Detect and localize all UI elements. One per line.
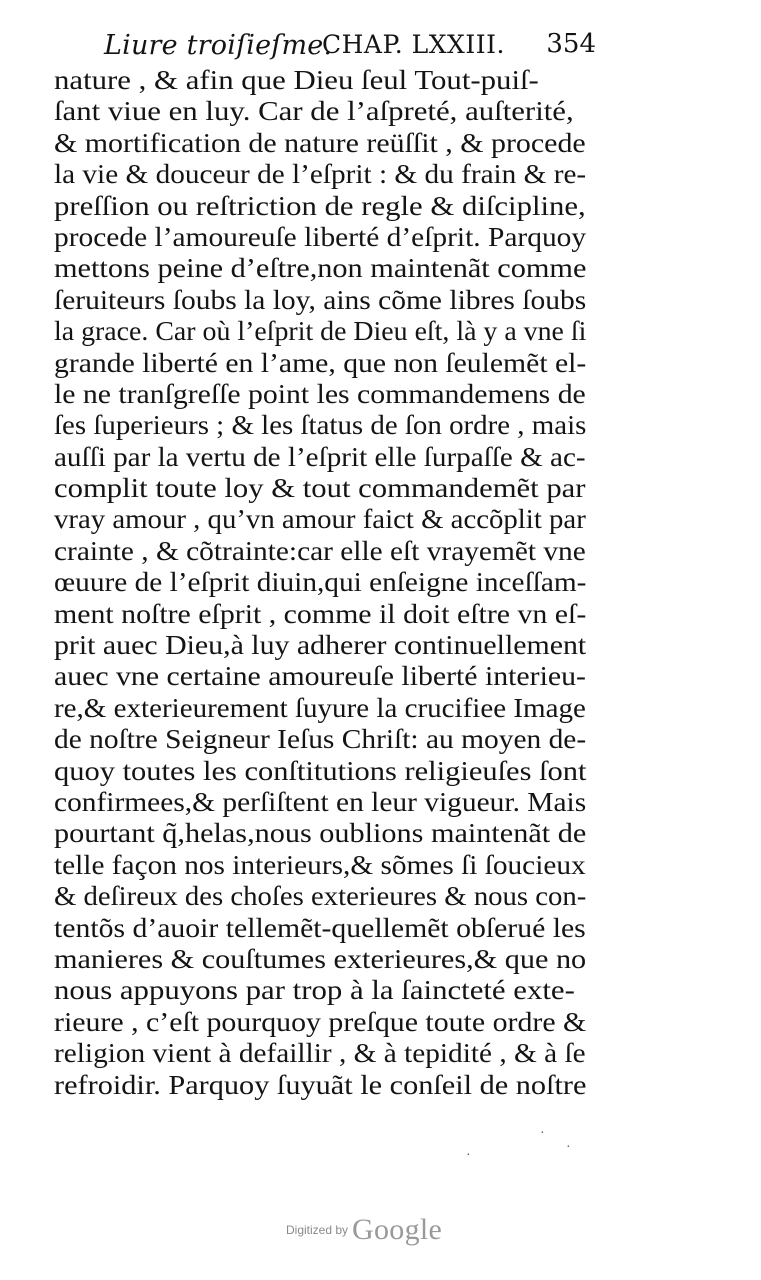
text-line: pourtant q̃,helas,nous oublions maintenãt de [54, 817, 587, 849]
text-line: la vie & douceur de l’eſprit : & du frain & re- [54, 158, 587, 190]
text-line: manieres & couſtumes exterieures,& que no [54, 942, 587, 974]
text-line: preſſion ou reſtriction de regle & diſcipline, [54, 189, 586, 221]
text-line: complit toute loy & tout commandemẽt par [54, 472, 586, 504]
text-line: vray amour , qu’vn amour faict & accõplit par [54, 503, 586, 535]
ink-speck: · [566, 1140, 571, 1155]
google-logo: Google [352, 1213, 443, 1246]
page-number: 354 [546, 29, 596, 59]
body-text [54, 64, 586, 1100]
text-line: nature , & afin que Dieu ſeul Tout-puiſ- [54, 64, 539, 95]
running-head-chapter: CHAP. LXXIII. [322, 30, 505, 59]
text-line: la grace. Car où l’eſprit de Dieu eſt, là y a vne ſi [54, 315, 587, 347]
text-line: le ne tranſgreſſe point les commandemens de [54, 377, 586, 409]
text-line: & mortification de nature reüſſit , & procede [54, 126, 586, 158]
text-line: prit auec Dieu,à luy adherer continuellement [54, 629, 587, 661]
text-line: auſſi par la vertu de l’eſprit elle ſurpaſſe & ac- [54, 440, 586, 472]
text-line: crainte , & cõtrainte:car elle eſt vrayemẽt vne [54, 534, 586, 566]
text-line: quoy toutes les conſtitutions religieuſes ſont [54, 754, 587, 786]
text-line: procede l’amoureuſe liberté d’eſprit. Parquoy [54, 220, 587, 252]
running-head-title: Liure troiſieſme. [104, 30, 333, 61]
text-line: mettons peine d’eſtre,non maintenãt comme [54, 252, 587, 284]
ink-speck: · [540, 1126, 545, 1141]
text-line: tentõs d’auoir tellemẽt-quellemẽt obſerué les [54, 911, 586, 943]
text-line: auec vne certaine amoureuſe liberté interieu- [54, 660, 586, 692]
text-line: œuure de l’eſprit diuin,qui enſeigne inceſſam- [54, 566, 587, 598]
ink-speck: · [466, 1148, 471, 1163]
running-head [104, 28, 596, 68]
text-line: & deſireux des choſes exterieures & nous con- [54, 880, 587, 912]
digitized-by-label: Digitized by [286, 1223, 349, 1237]
text-line: refroidir. Parquoy ſuyuãt le conſeil de noſtre [54, 1068, 587, 1100]
text-line: ſeruiteurs ſoubs la loy, ains cõme libres ſoubs [54, 283, 587, 315]
text-line: re,& exterieurement ſuyure la crucifiee Image [54, 691, 586, 723]
text-line: de noſtre Seigneur Ieſus Chriſt: au moyen de- [54, 723, 587, 755]
text-line: nous appuyons par trop à la ſaincteté exte- [54, 974, 575, 1006]
digitized-by-google-watermark [286, 1213, 442, 1253]
text-line: ſant viue en luy. Car de l’aſpreté, auſterité, [54, 95, 574, 127]
text-line: grande liberté en l’ame, que non ſeulemẽt el- [54, 346, 587, 378]
text-line: rieure , c’eſt pourquoy preſque toute ordre & [54, 1005, 587, 1037]
text-line: ment noſtre eſprit , comme il doit eſtre vn eſ- [54, 597, 587, 629]
text-line: religion vient à defaillir , & à tepidité , & à ſe [54, 1037, 586, 1069]
text-line: telle façon nos interieurs,& sõmes ſi ſoucieux [54, 848, 586, 880]
text-line: ſes ſuperieurs ; & les ſtatus de ſon ordre , mais [54, 409, 587, 441]
text-line: confirmees,& perſiſtent en leur vigueur. Mais [54, 785, 587, 817]
